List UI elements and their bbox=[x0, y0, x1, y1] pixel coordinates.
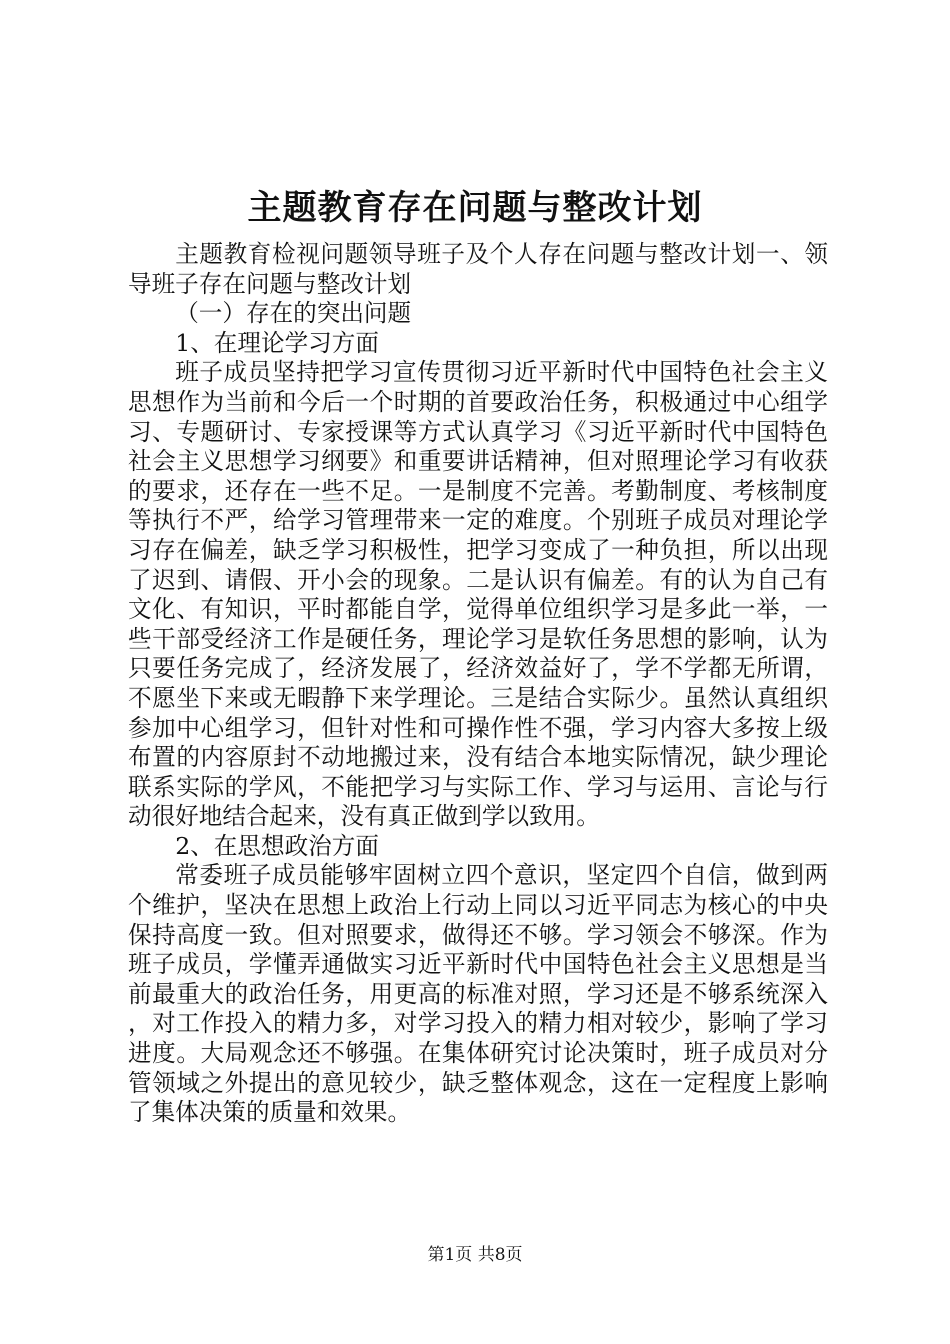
paragraph-intro: 主题教育检视问题领导班子及个人存在问题与整改计划一、领导班子存在问题与整改计划 bbox=[128, 240, 828, 298]
section-heading: （一）存在的突出问题 bbox=[175, 299, 412, 328]
document-body bbox=[128, 240, 828, 1128]
paragraph-politics: 常委班子成员能够牢固树立四个意识，坚定四个自信，做到两个维护，坚决在思想上政治上行动上同以习近平同志为核心的中央保持高度一致。但对照要求，做得还不够。学习领会不够深。作为班子成员，学懂弄通做实习近平新时代中国特色社会主义思想是当前最重大的政治任务，用更高的标准对照，学习还是不够系统深入，对工作投入的精力多，对学习投入的精力相对较少，影响了学习进度。大局观念还不够强。在集体研究讨论决策时，班子成员对分管领域之外提出的意见较少，缺乏整体观念，这在一定程度上影响了集体决策的质量和效果。 bbox=[128, 861, 828, 1127]
page-footer: 第1页 共8页 bbox=[427, 1245, 523, 1265]
paragraph-theory: 班子成员坚持把学习宣传贯彻习近平新时代中国特色社会主义思想作为当前和今后一个时期的首要政治任务，积极通过中心组学习、专题研讨、专家授课等方式认真学习《习近平新时代中国特色社会主义思想学习纲要》和重要讲话精神，但对照理论学习有收获的要求，还存在一些不足。一是制度不完善。考勤制度、考核制度等执行不严，给学习管理带来一定的难度。个别班子成员对理论学习存在偏差，缺乏学习积极性，把学习变成了一种负担，所以出现了迟到、请假、开小会的现象。二是认识有偏差。有的认为自己有文化、有知识，平时都能自学，觉得单位组织学习是多此一举，一些干部受经济工作是硬任务，理论学习是软任务思想的影响，认为只要任务完成了，经济发展了，经济效益好了，学不学都无所谓，不愿坐下来或无暇静下来学理论。三是结合实际少。虽然认真组织参加中心组学习，但针对性和可操作性不强，学习内容大多按上级布置的内容原封不动地搬过来，没有结合本地实际情况，缺少理论联系实际的学风，不能把学习与实际工作、学习与运用、言论与行动很好地结合起来，没有真正做到学以致用。 bbox=[128, 358, 828, 831]
subsection-heading-politics: 2、在思想政治方面 bbox=[175, 831, 379, 860]
subsection-heading-theory: 1、在理论学习方面 bbox=[175, 328, 379, 357]
document-title: 主题教育存在问题与整改计划 bbox=[247, 188, 703, 228]
